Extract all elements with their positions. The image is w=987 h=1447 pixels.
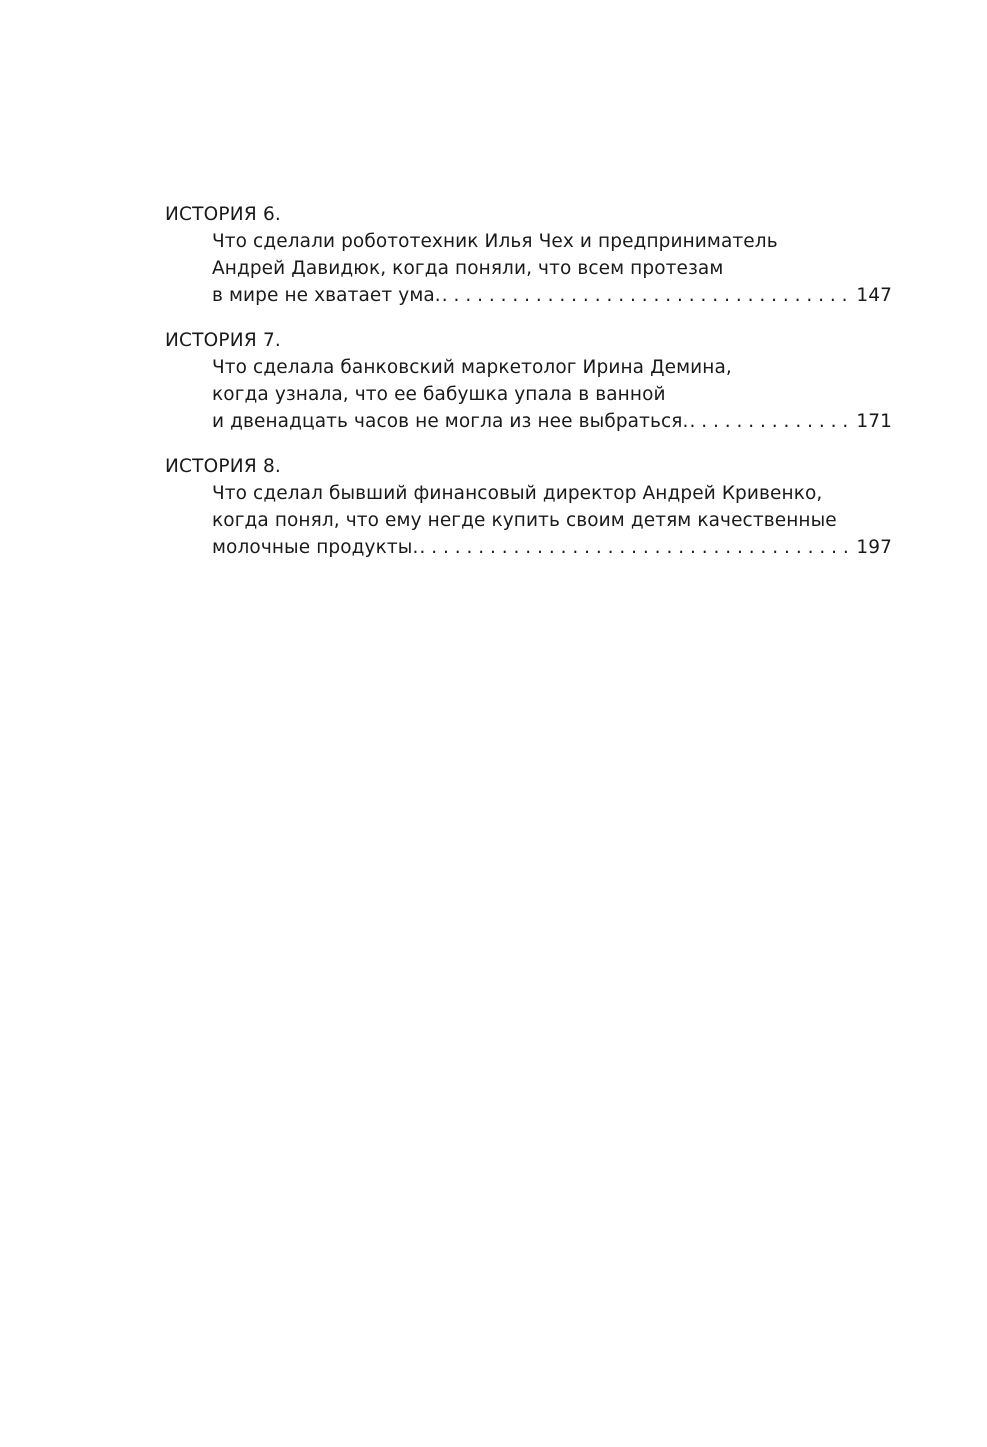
entry-last-text: в мире не хватает ума.	[212, 285, 441, 306]
entry-body	[212, 354, 892, 435]
entry-last-line	[212, 282, 892, 309]
dot-leader	[689, 408, 854, 435]
entry-body	[212, 480, 892, 561]
entry-line: Что сделали робототехник Илья Чех и предприниматель	[212, 231, 778, 252]
entry-last-line	[212, 534, 892, 561]
page-number: 197	[856, 537, 892, 558]
entry-line: Андрей Давидюк, когда поняли, что всем протезам	[212, 258, 724, 279]
toc-entry	[165, 327, 892, 435]
entry-line: Что сделала банковский маркетолог Ирина Демина,	[212, 357, 732, 378]
dot-leader	[419, 534, 854, 561]
dot-leader	[442, 282, 855, 309]
toc-entry	[165, 453, 892, 561]
entry-heading: ИСТОРИЯ 6.	[165, 204, 281, 225]
entry-body	[212, 228, 892, 309]
entry-last-line	[212, 408, 892, 435]
entry-heading: ИСТОРИЯ 7.	[165, 330, 281, 351]
entry-line: Что сделал бывший финансовый директор Андрей Кривенко,	[212, 483, 823, 504]
entry-last-text: и двенадцать часов не могла из нее выбраться.	[212, 411, 689, 432]
entry-line: когда узнала, что ее бабушка упала в ванной	[212, 384, 666, 405]
entry-last-text: молочные продукты.	[212, 537, 419, 558]
table-of-contents	[165, 201, 892, 579]
page-number: 147	[856, 285, 892, 306]
page-number: 171	[856, 411, 892, 432]
entry-heading: ИСТОРИЯ 8.	[165, 456, 281, 477]
toc-entry	[165, 201, 892, 309]
entry-line: когда понял, что ему негде купить своим детям качественные	[212, 510, 837, 531]
